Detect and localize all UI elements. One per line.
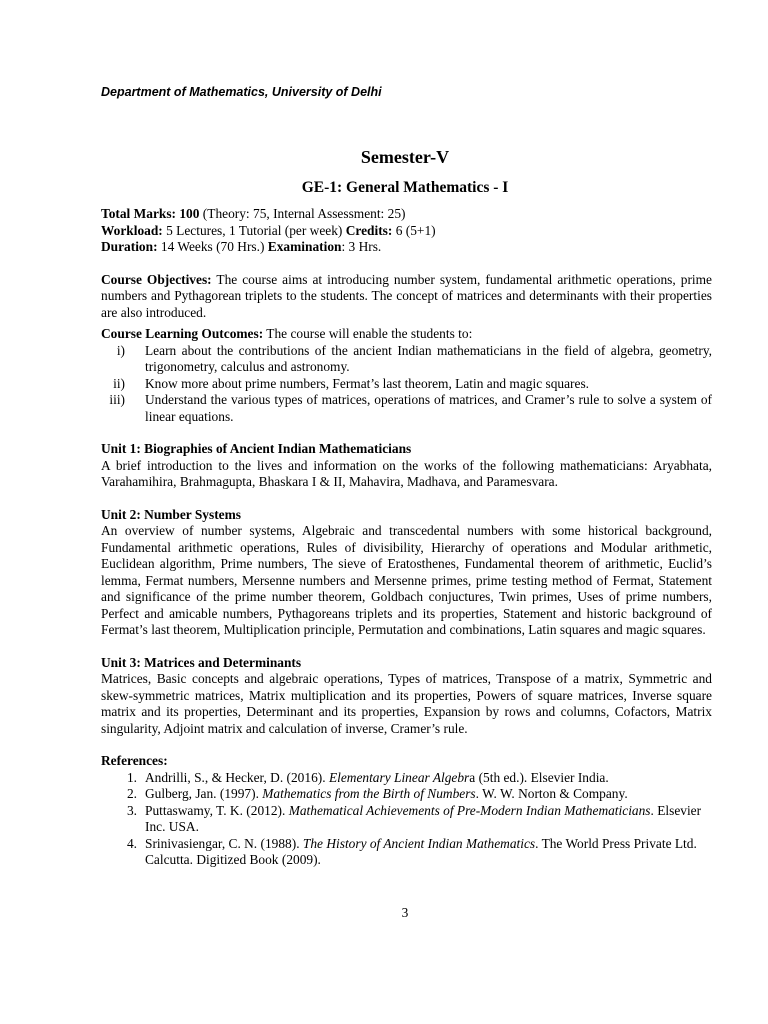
list-marker: iii): [109, 392, 125, 407]
total-marks-line: [101, 206, 712, 223]
reference-title: Mathematical Achievements of Pre-Modern Indian Mathematicians: [288, 802, 651, 818]
unit-2-text: An overview of number systems, Algebraic and transcedental numbers with some historical background, Fundamental arithmetic operations, Rules of divisibility, Hierarchy of operations and Modular arithmetic, Euclidean algorithm, Prime numbers, The sieve of Eratosthenes, Fundamental theorem of arithmetic, Euclid’s lemma, Fermat numbers, Mersenne numbers and Mersenne primes, prime testing method of Fermat, Statement and significance of the prime number theorem, Goldbach conjuctures, Twin primes, Uses of prime numbers, Perfect and amicable numbers, Pythagoreans triplets and its properties, Statement and historic background of Fermat’s last theorem, Multiplication principle, Permutation and combinations, Latin squares and magic squares.: [101, 523, 712, 637]
course-objectives: [101, 272, 712, 322]
exam-value: : 3 Hrs.: [341, 239, 382, 254]
references-list: [101, 770, 712, 869]
reference-authors: Andrilli, S., & Hecker, D. (2016).: [145, 769, 329, 785]
duration-label: Duration:: [101, 239, 158, 254]
reference-publisher: a (5th ed.). Elsevier India.: [469, 769, 609, 785]
reference-authors: Srinivasiengar, C. N. (1988).: [145, 835, 303, 851]
total-marks-label: Total Marks: 100: [101, 206, 200, 221]
outcomes-intro-line: [101, 326, 712, 343]
page-number: 3: [401, 905, 409, 920]
total-marks-detail: (Theory: 75, Internal Assessment: 25): [199, 206, 406, 221]
outcomes-intro: The course will enable the students to:: [263, 326, 473, 341]
exam-label: Examination: [267, 239, 342, 254]
reference-authors: Puttaswamy, T. K. (2012).: [145, 802, 289, 818]
list-marker: 1.: [126, 769, 137, 785]
list-marker: 2.: [126, 786, 137, 801]
list-item-text: Understand the various types of matrices, operations of matrices, and Cramer’s rule to solve a system of linear equations.: [145, 392, 712, 424]
list-item: [101, 376, 712, 393]
workload-line: [101, 223, 712, 240]
credits-label: Credits:: [345, 222, 393, 238]
reference-item: [101, 786, 712, 803]
reference-item: [101, 803, 712, 836]
document-body: [101, 206, 712, 869]
list-marker: 4.: [126, 835, 137, 851]
references-label: References:: [101, 753, 168, 768]
reference-publisher: . Elsevier Inc. USA.: [145, 802, 702, 834]
unit-2-title: Unit 2: Number Systems: [101, 506, 241, 522]
credits-value: 6 (5+1): [392, 222, 436, 238]
reference-publisher: . W. W. Norton & Company.: [475, 786, 628, 801]
duration-line: [101, 239, 712, 256]
semester-heading: Semester-V: [360, 147, 450, 167]
unit-1-text: A brief introduction to the lives and information on the works of the following mathematicians: Aryabhata, Varahamihira, Brahmagupta, Bhaskara I & II, Mahavira, Madhava, and Paramesvara.: [101, 457, 712, 489]
reference-title: Mathematics from the Birth of Numbers: [262, 786, 476, 801]
list-item: [101, 392, 712, 425]
list-marker: ii): [113, 375, 125, 391]
list-item-text: Learn about the contributions of the ancient Indian mathematicians in the field of algebra, geometry, trigonometry, calculus and astronomy.: [145, 342, 712, 374]
objectives-text: The course aims at introducing number system, fundamental arithmetic operations, prime numbers and Pythagorean triplets to the students. The concept of matrices and determinants with their properties are also introduced.: [101, 271, 712, 320]
outcomes-list: [101, 343, 712, 426]
reference-authors: Gulberg, Jan. (1997).: [145, 786, 263, 801]
reference-item: [101, 770, 712, 787]
page-header: Department of Mathematics, University of Delhi: [101, 85, 382, 99]
duration-value: 14 Weeks (70 Hrs.): [157, 239, 268, 254]
reference-item: [101, 836, 712, 869]
objectives-label: Course Objectives:: [101, 271, 212, 287]
outcomes-label: Course Learning Outcomes:: [101, 326, 264, 341]
workload-label: Workload:: [101, 222, 163, 238]
list-item: [101, 343, 712, 376]
list-item-text: Know more about prime numbers, Fermat’s last theorem, Latin and magic squares.: [145, 375, 590, 391]
course-title: GE-1: General Mathematics - I: [301, 179, 509, 196]
workload-value: 5 Lectures, 1 Tutorial (per week): [162, 222, 346, 238]
list-marker: i): [116, 342, 125, 358]
reference-title: The History of Ancient Indian Mathematics: [302, 835, 536, 851]
list-marker: 3.: [126, 802, 137, 818]
reference-title: Elementary Linear Algebr: [328, 769, 470, 785]
reference-publisher: . The World Press Private Ltd. Calcutta. Digitized Book (2009).: [145, 835, 697, 867]
unit-3-text: Matrices, Basic concepts and algebraic operations, Types of matrices, Transpose of a matrix, Symmetric and skew-symmetric matrices, Matrix multiplication and its properties, Powers of square matrices, Inverse square matrix and its properties, Determinant and its properties, Expansion by rows and columns, Cofactors, Matrix singularity, Adjoint matrix and calculation of inverse, Cramer’s rule.: [101, 671, 712, 736]
unit-1-title: Unit 1: Biographies of Ancient Indian Mathematicians: [101, 441, 412, 456]
unit-3-title: Unit 3: Matrices and Determinants: [101, 654, 302, 670]
